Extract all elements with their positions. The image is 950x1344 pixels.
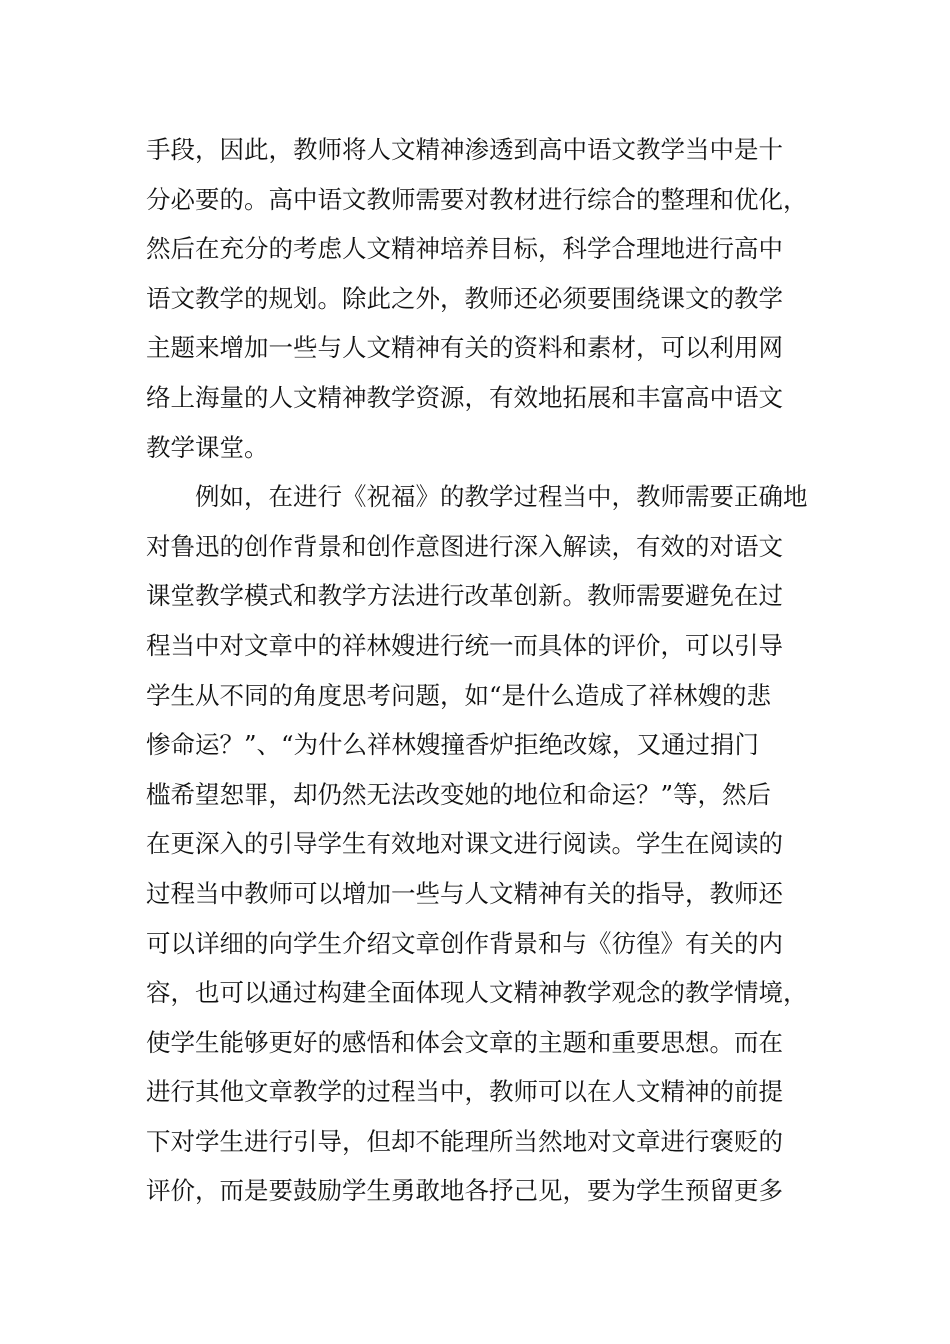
body-text — [146, 125, 826, 1216]
text-line: 程当中对文章中的祥林嫂进行统一而具体的评价，可以引导 — [146, 630, 783, 660]
text-line: 分必要的。高中语文教师需要对教材进行综合的整理和优化， — [146, 184, 808, 214]
text-line: 下对学生进行引导，但却不能理所当然地对文章进行褒贬的 — [146, 1126, 783, 1156]
text-line: 过程当中教师可以增加一些与人文精神有关的指导，教师还 — [146, 878, 783, 908]
text-line: 手段，因此，教师将人文精神渗透到高中语文教学当中是十 — [146, 135, 783, 164]
text-line: 学生从不同的角度思考问题，如“是什么造成了祥林嫂的悲 — [146, 680, 772, 710]
text-line: 然后在充分的考虑人文精神培养目标，科学合理地进行高中 — [146, 234, 783, 264]
text-line: 进行其他文章教学的过程当中，教师可以在人文精神的前提 — [146, 1077, 783, 1107]
text-line: 主题来增加一些与人文精神有关的资料和素材，可以利用网 — [146, 333, 783, 363]
text-line: 评价，而是要鼓励学生勇敢地各抒己见，要为学生预留更多 — [146, 1176, 783, 1206]
text-line: 使学生能够更好的感悟和体会文章的主题和重要思想。而在 — [146, 1027, 783, 1057]
text-line: 槛希望恕罪，却仍然无法改变她的地位和命运？”等，然后 — [146, 779, 772, 809]
text-line: 在更深入的引导学生有效地对课文进行阅读。学生在阅读的 — [146, 829, 783, 859]
text-line: 教学课堂。 — [146, 432, 269, 462]
paragraph-2 — [146, 472, 826, 1216]
text-line: 例如，在进行《祝福》的教学过程当中，教师需要正确地 — [195, 482, 808, 512]
text-line: 可以详细的向学生介绍文章创作背景和与《彷徨》有关的内 — [146, 928, 783, 958]
text-line: 对鲁迅的创作背景和创作意图进行深入解读，有效的对语文 — [146, 531, 783, 561]
text-line: 络上海量的人文精神教学资源，有效地拓展和丰富高中语文 — [146, 382, 783, 412]
paragraph-1 — [146, 125, 826, 472]
text-line: 容，也可以通过构建全面体现人文精神教学观念的教学情境， — [146, 978, 808, 1008]
text-line: 惨命运？”、“为什么祥林嫂撞香炉拒绝改嫁，又通过捐门 — [146, 730, 760, 760]
text-line: 课堂教学模式和教学方法进行改革创新。教师需要避免在过 — [146, 581, 783, 611]
text-line: 语文教学的规划。除此之外，教师还必须要围绕课文的教学 — [146, 283, 783, 313]
